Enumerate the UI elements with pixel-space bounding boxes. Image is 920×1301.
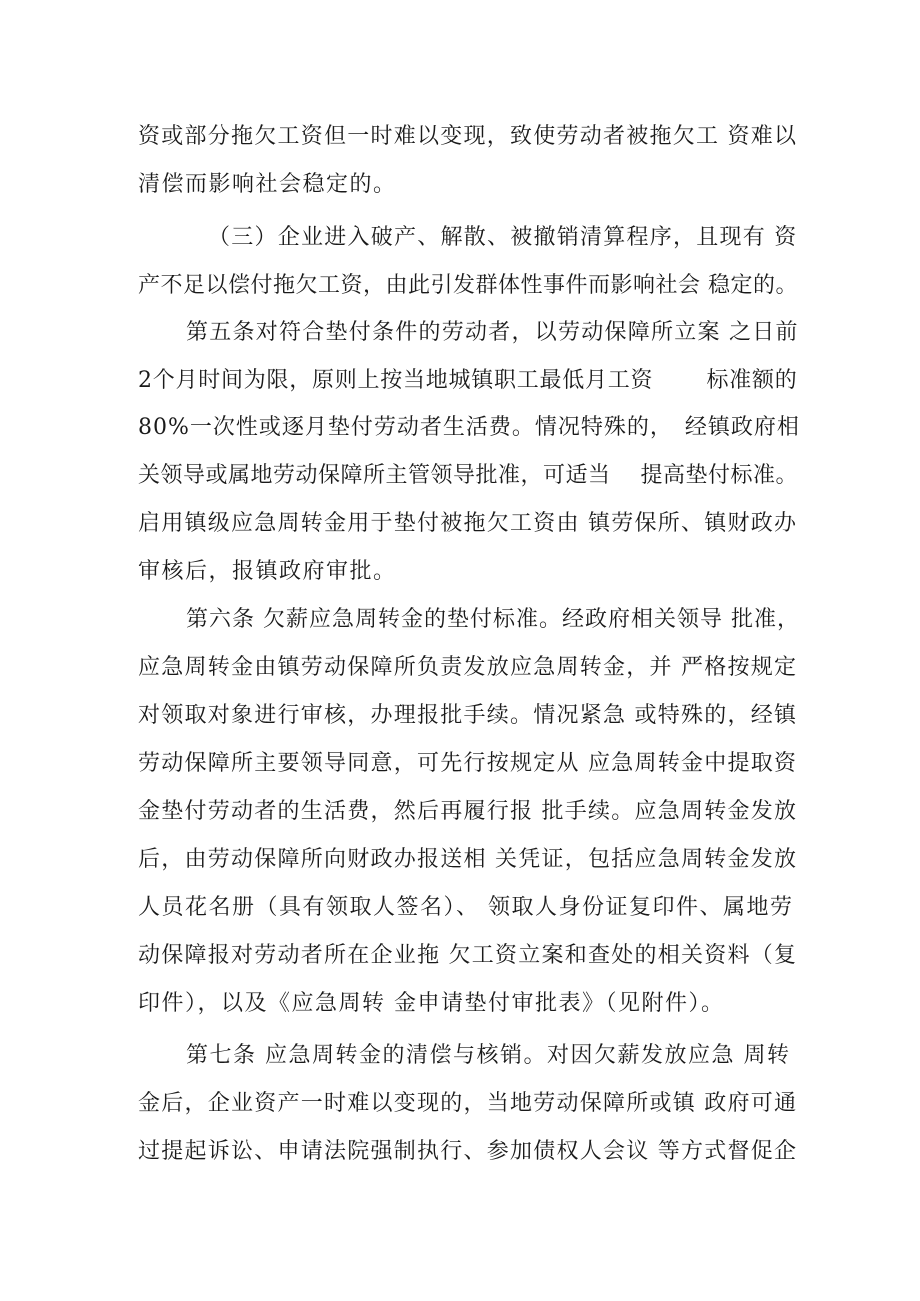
text-line-8: 关领导或属地劳动保障所主管领导批准，可适当 提高垫付标准。 [138,463,798,488]
text-line-22: 过提起诉讼、申请法院强制执行、参加债权人会议 等方式督促企 [138,1139,798,1164]
text-line-2: 清偿而影响社会稳定的。 [138,172,397,197]
text-line-3: （三）企业进入破产、解散、被撤销清算程序，且现有 资 [208,225,798,250]
text-line-7: 80%一次性或逐月垫付劳动者生活费。情况特殊的， 经镇政府相 [138,415,800,440]
text-line-10: 审核后，报镇政府审批。 [138,559,397,584]
text-line-6: 2个月时间为限，原则上按当地城镇职工最低月工资 标准额的 [138,368,798,393]
text-line-15: 金垫付劳动者的生活费，然后再履行报 批手续。应急周转金发放 [138,799,798,824]
text-line-18: 动保障报对劳动者所在企业拖 欠工资立案和查处的相关资料（复 [138,943,798,968]
text-line-5: 第五条对符合垫付条件的劳动者，以劳动保障所立案 之日前 [186,320,799,345]
text-line-12: 应急周转金由镇劳动保障所负责发放应急周转金，并 严格按规定 [138,655,798,680]
text-line-11: 第六条 欠薪应急周转金的垫付标准。经政府相关领导 批准， [186,607,800,632]
text-line-16: 后，由劳动保障所向财政办报送相 关凭证，包括应急周转金发放 [138,847,798,872]
text-line-21: 金后，企业资产一时难以变现的，当地劳动保障所或镇 政府可通 [138,1091,798,1116]
text-line-19: 印件），以及《应急周转 金申请垫付审批表》（见附件）。 [138,991,725,1016]
text-line-14: 劳动保障所主要领导同意，可先行按规定从 应急周转金中提取资 [138,751,798,776]
text-line-13: 对领取对象进行审核，办理报批手续。情况紧急 或特殊的，经镇 [138,703,798,728]
text-line-4: 产不足以偿付拖欠工资，由此引发群体性事件而影响社会 稳定的。 [138,273,798,298]
text-line-1: 资或部分拖欠工资但一时难以变现，致使劳动者被拖欠工 资难以 [138,124,798,149]
text-line-9: 启用镇级应急周转金用于垫付被拖欠工资由 镇劳保所、镇财政办 [138,511,798,536]
text-line-17: 人员花名册（具有领取人签名）、 领取人身份证复印件、属地劳 [138,895,794,920]
text-line-20: 第七条 应急周转金的清偿与核销。对因欠薪发放应急 周转 [186,1043,791,1068]
